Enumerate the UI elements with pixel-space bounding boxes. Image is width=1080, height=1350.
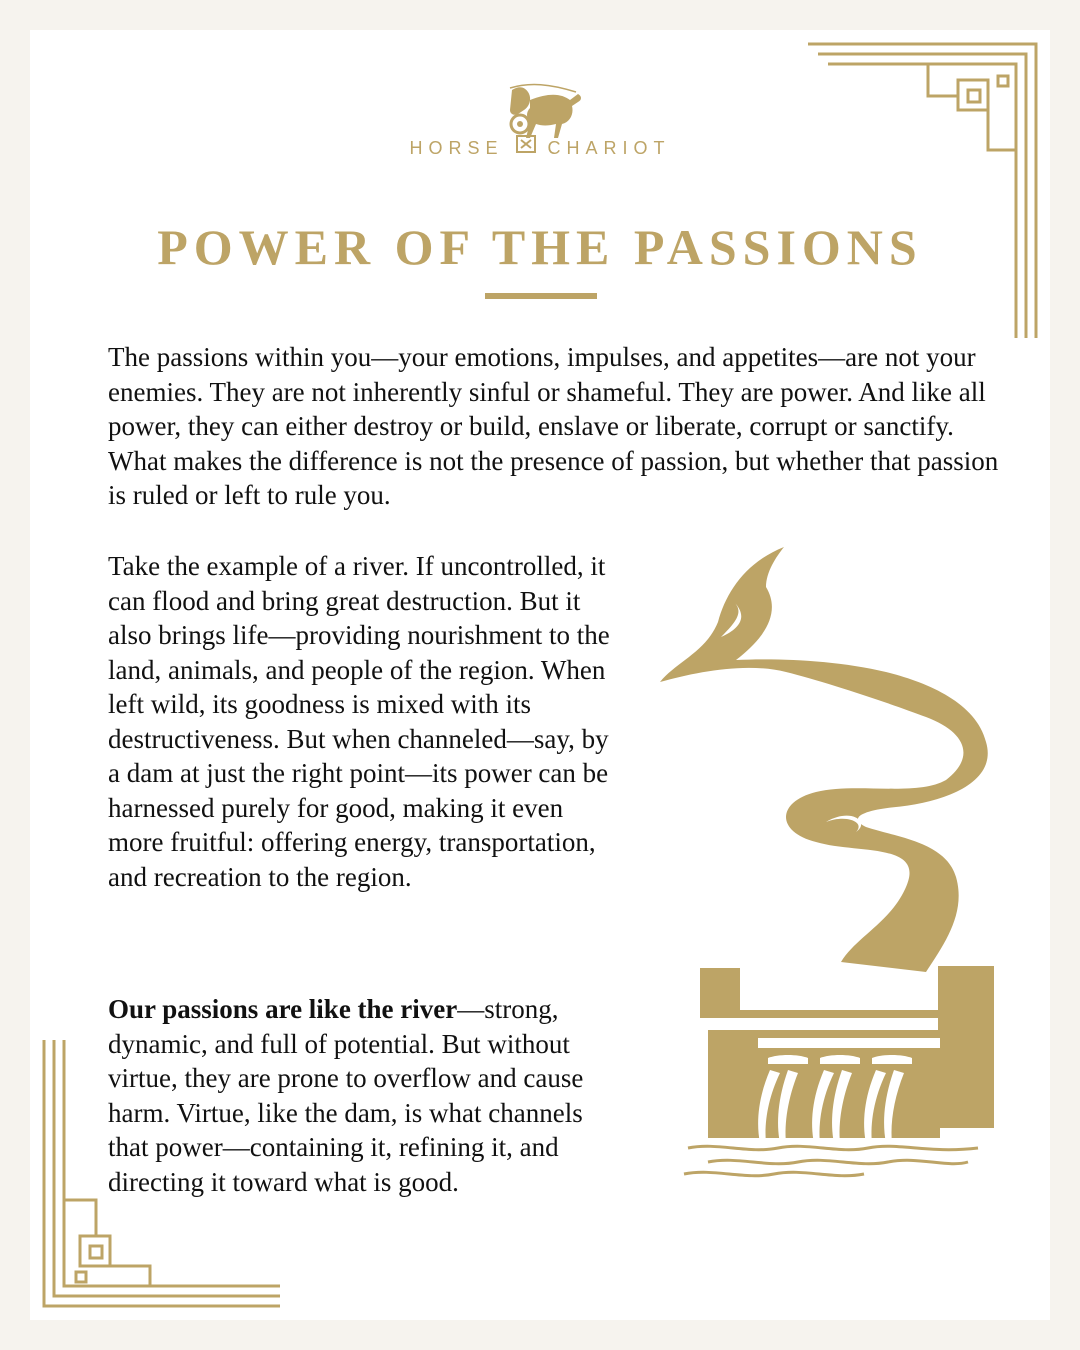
ampersand-icon xyxy=(515,134,537,159)
virtue-paragraph xyxy=(108,992,620,1199)
dam-illustration xyxy=(648,958,994,1180)
intro-paragraph: The passions within you—your emotions, impulses, and appetites—are not your enemies. They are not inherently sinful or shameful. They are power. And like all power, they can either destroy or build, enslave or liberate, corrupt or sanctify. What makes the difference is not the presence of passion, but whether that passion is ruled or left to rule you. xyxy=(108,342,999,510)
brand-name-left: HORSE xyxy=(409,138,504,158)
brand-name-right: CHARIOT xyxy=(547,138,671,158)
river-illustration xyxy=(626,542,996,982)
page-title: POWER OF THE PASSIONS xyxy=(157,219,923,275)
title-divider xyxy=(485,293,597,299)
content-card xyxy=(30,30,1050,1320)
virtue-paragraph-bold: Our passions are like the river xyxy=(108,994,458,1024)
virtue-paragraph-rest: —strong, dynamic, and full of potential. But without virtue, they are prone to overflow and cause harm. Virtue, like the dam, is what channels that power—containing it, refining it, and directing it toward what is good. xyxy=(108,994,584,1197)
river-paragraph: Take the example of a river. If uncontrolled, it can flood and bring great destruction. But it also brings life—providing nourishment to the land, animals, and people of the region. When left wild, its goodness is mixed with its destructiveness. But when channeled—say, by a dam at just the right point—its power can be harnessed purely for good, making it even more fruitful: offering energy, transportation, and recreation to the region. xyxy=(108,551,610,892)
horse-chariot-logo-icon xyxy=(480,82,600,142)
brand-name xyxy=(30,134,1050,159)
